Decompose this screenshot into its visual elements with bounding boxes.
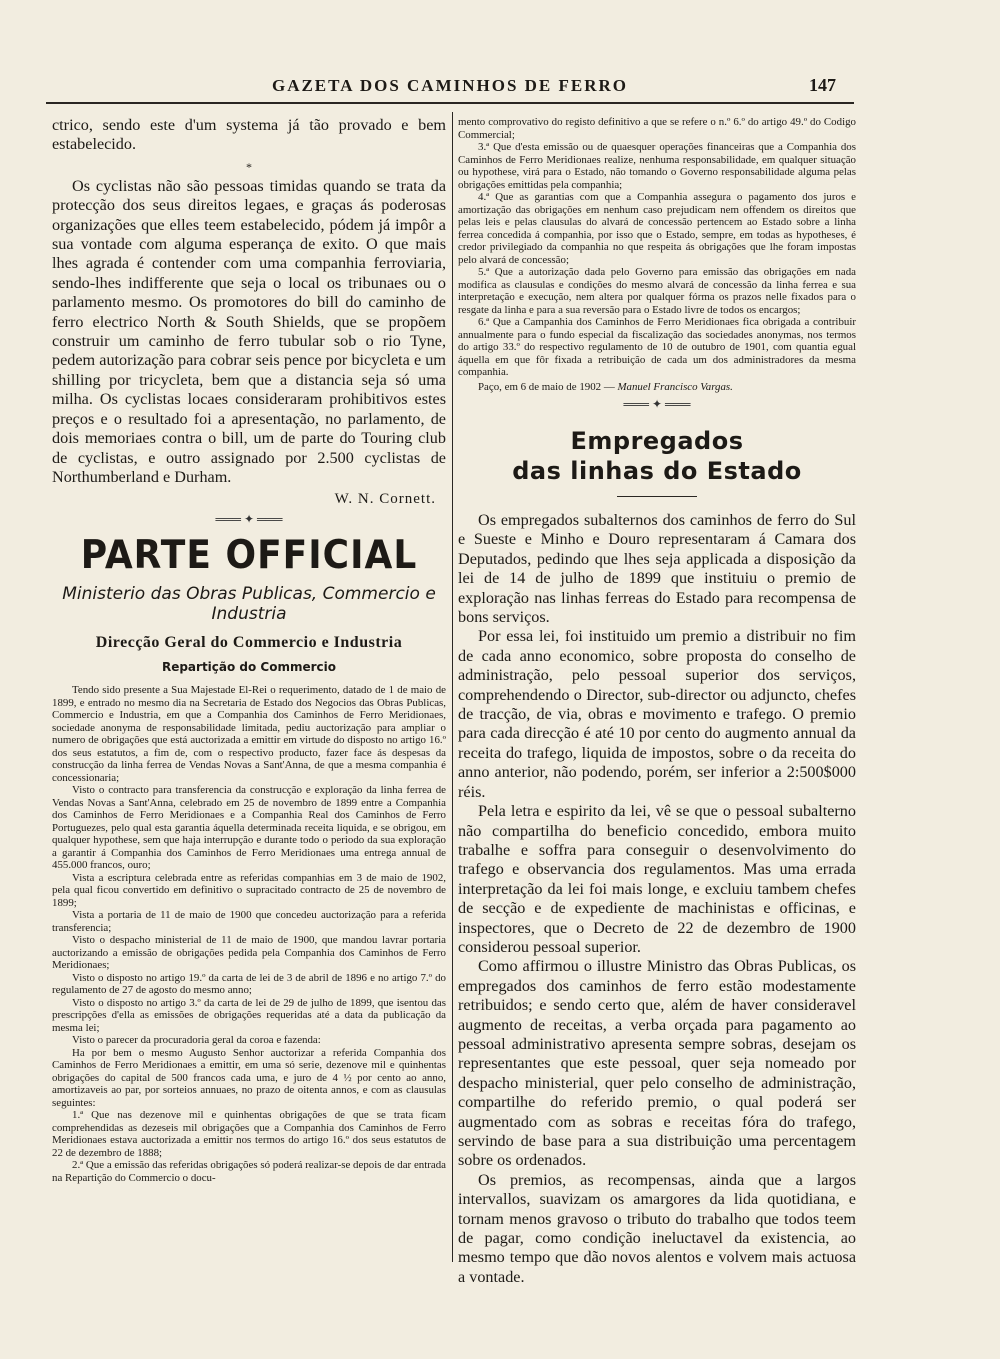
decree-paragraph: mento comprovativo do registo definitivo a que se refere o n.º 6.º do artigo 49.º do Codigo Commercial; [458,116,856,141]
page-number: 147 [809,75,836,95]
employees-paragraph: Pela letra e espirito da lei, vê se que o pessoal subalterno não compartilha do beneficio concedido, embora muito trabalhe e soffra para conseguir o desenvolvimento do trafego e observancia dos regulamentos. Mas uma errada interpretação da lei foi mais longe, e excluiu tambem chefes de secção e de expediente de machinistas e officinas, e inspectores, que o Decreto de 22 de dezembro de 1900 considerou pessoal superior. [458,802,856,956]
repartition-heading: Repartição do Commercio [161,660,337,675]
article-signature: W. N. Cornett. [334,491,436,508]
decree-paragraph: Vista a escriptura celebrada entre as referidas companhias em 3 de maio de 1902, pela qual ficou convertido em definitivo o supracitado contracto de 25 de novembro de 1899; [52,871,446,909]
section-star: * [246,159,252,174]
employees-article [458,511,856,1287]
left-column [52,116,446,1184]
page-header [46,72,854,104]
employees-title-line-2: das linhas do Estado [512,457,802,485]
article-continuation: ctrico, sendo este d'um systema já tão provado e bem estabelecido. [52,116,446,154]
decree-paragraph: Visto o parecer da procuradoria geral da coroa e fazenda: [72,1034,321,1047]
employees-paragraph: Como affirmou o illustre Ministro das Obras Publicas, os empregados dos caminhos de ferro estão modestamente retribuidos; e sendo certo que, além de haver consideravel augmento de receitas, a verba orçada para pagamento ao pessoal administrativo apresenta sempre sobras, desejam os representantes que este pessoal, quer seja nomeado por despacho ministerial, quer pelo conselho de administração, compartilhe do referido premio, o qual poderá ser augmentado com as sobras e receitas fóra do trafego, servindo de base para a sua distribuição uma percentagem sobre os ordenados. [458,957,856,1170]
decree-paragraph: Visto o despacho ministerial de 11 de maio de 1900, que mandou lavrar portaria auctorizando a emissão de obrigações pedida pela Companhia dos Caminhos de Ferro Meridionaes; [52,934,446,972]
decree-text-left [52,684,446,1184]
decree-paragraph: 2.ª Que a emissão das referidas obrigações só poderá realizar-se depois de dar entrada na Repartição do Commercio o docu- [52,1159,446,1184]
cyclists-paragraph: Os cyclistas não são pessoas timidas quando se trata da protecção dos seus direitos legaes, e graças ás poderosas organizações que elles teem estabelecido, pódem já impôr a sua vontade com alguma esperança de exito. O que mais lhes agrada é contender com uma companhia ferroviaria, sendo-lhes indifferente que seja o local os tribunaes ou o parlamento mesmo. Os promotores do bill do caminho de ferro electrico North & South Shields, que se propõem construir um caminho de ferro tubular sob o rio Tyne, pedem autorização para cobrar seis pence por bicycleta e um shilling por tricycleta, bem que a distancia seja só uma milha. Os cyclistas locaes consideraram prohibitivos estes preços e o resultado foi a apresentação, no parlamento, de dois memoriaes contra o bill, um de parte do Touring club de cyclistas, e outro assignado por 2.500 cyclistas de Northumberland e Durham. [52,176,446,486]
right-column [458,116,856,1287]
decree-text-right [458,116,856,393]
direction-heading: Direcção Geral do Commercio e Industria [95,634,403,652]
decree-paragraph: 5.ª Que a autorização dada pelo Governo para emissão das obrigações em nada modifica as clausulas e condições do mesmo alvará de concessão da linha ferrea e sua interpretação e execução, nem altera por qualquer fórma os prazos nelle fixados para o resgate da linha e para a sua reversão para o Estado livre de todos os encargos; [458,266,856,316]
dateline-signatory: Manuel Francisco Vargas. [617,380,733,393]
column-divider [452,112,453,1262]
decree-paragraph: Visto o disposto no artigo 3.º da carta de lei de 29 de julho de 1899, que isentou das prescripções d'ella as emissões de obrigações requeridas até a data da publicação da mesma lei; [52,996,446,1034]
decree-paragraph: 1.ª Que nas dezenove mil e quinhentas obrigações de que se trata ficam comprehendidas as dezeseis mil obrigações que a Companhia dos Caminhos de Ferro Meridionaes estava auctorizada a emittir nos termos do artigo 16.º dos seus estatutos de 22 de dezembro de 1888; [52,1109,446,1159]
decree-paragraph: Visto o disposto no artigo 19.º da carta de lei de 3 de abril de 1896 e no artigo 7.º do regulamento de 27 de agosto do mesmo anno; [52,971,446,997]
decree-paragraph: 6.ª Que a Campanhia dos Caminhos de Ferro Meridionaes fica obrigada a contribuir annualmente para o fundo especial da fiscalização das sociedades anonymas, nos termos do artigo 33.º do respectivo regulamento de 10 de outubro de 1901, com quantia egual áquella em que fôr fixada a retribuição de cada um dos administradores da mesma companhia. [458,316,856,378]
decree-paragraph: 4.ª Que as garantias com que a Companhia assegura o pagamento dos juros e amortização das obrigações em nenhum caso prejudicam nem offendem os direitos que pelas leis e pelas clausulas do alvará de concessão pertencem ao Estado sobre a linha ferrea concedida á companhia, por isso que o Estado, sempre, em todas as hypotheses, é credor privilegiado da companhia no que respeita ás obrigações que lhe foram impostas pelo alvará de concessão; [458,191,856,266]
employees-title-line-1: Empregados [570,427,744,455]
ministry-heading: Ministerio das Obras Publicas, Commercio e Industria [62,584,436,625]
decree-paragraph: 3.ª Que d'esta emissão ou de quaesquer operações financeiras que a Companhia dos Caminhos de Ferro Meridionaes realize, nenhuma responsabilidade, em qualquer situação ou hypothese, virá para o Estado, não tomando o Governo responsabilidade alguma pelas obrigações emittidas pela companhia; [458,141,856,191]
dateline-place-date: Paço, em 6 de maio de 1902 — [478,380,618,393]
ornament-divider: ═══ ✦ ═══ [623,397,691,411]
journal-title: GAZETA DOS CAMINHOS DE FERRO [271,76,629,95]
parte-official-title: PARTE OFFICIAL [80,533,418,579]
decree-paragraph: Vista a portaria de 11 de maio de 1900 que concedeu auctorização para a referida transferencia; [52,909,446,934]
employees-paragraph: Os premios, as recompensas, ainda que a largos intervallos, suavizam os amargores da lida quotidiana, e tornam menos gravoso o tributo do trabalho que todos teem de pagar, como condição ineluctavel da existencia, ao mesmo tempo que dão novos alentos e volvem mais actuosa a vontade. [458,1170,856,1286]
decree-dateline [458,381,856,394]
decree-paragraph: Tendo sido presente a Sua Majestade El-Rei o requerimento, datado de 1 de maio de 1899, e entrado no mesmo dia na Secretaria de Estado dos Negocios das Obras Publicas, Commercio e Industria, em que a Companhia dos Caminhos de Ferro Meridionaes, sociedade anonyma de responsabilidade limitada, pediu auctorização para ampliar o numero de obrigações que está auctorizada a emittir em virtude do disposto no artigo 16.º dos seus estatutos, a fim de, com o respectivo producto, fazer face ás despesas da construcção da linha ferrea de Vendas Novas a Sant'Anna, de que a mesma companhia é concessionaria; [52,684,446,784]
cyclists-article [52,116,446,508]
title-rule [617,496,697,497]
employees-paragraph: Por essa lei, foi instituido um premio a distribuir no fim de cada anno economico, sobre proposta do conselho de administração, pelo pessoal superior dos serviços, comprehendendo o Director, sub-director ou adjuncto, chefes de tracção, de via, obras e movimento e trafego. O premio para cada direcção é até 10 por cento do augmento annual da receita do trafego, liquida de impostos, sobre o da receita do anno anterior, não podendo, porém, ser inferior a 2:500$000 réis. [458,627,856,801]
decree-paragraph: Ha por bem o mesmo Augusto Senhor auctorizar a referida Companhia dos Caminhos de Ferro Meridionaes a emittir, em uma só serie, dezenove mil e quinhentas obrigações do capital de 500 francos cada uma, e juro de 4 ½ por cento ao anno, amortizaveis ao par, por sorteios annuaes, no prazo de oitenta annos, e com as clausulas seguintes: [52,1046,446,1109]
employees-article-title [458,426,856,486]
ornament-divider: ═══ ✦ ═══ [215,512,283,527]
decree-paragraph: Visto o contracto para transferencia da construcção e exploração da linha ferrea de Vendas Novas a Sant'Anna, celebrado em 25 de novembro de 1899 entre a Companhia dos Caminhos de Ferro Meridionaes e a Companhia Real dos Caminhos de Ferro Portuguezes, pelo qual esta garantia áquella determinada receita liquida, e se obrigou, em qualquer hypothese, sem que haja interrupção e durante todo o periodo da sua exploração a garantir á Companhia dos Caminhos de Ferro Meridionaes uma entrega annual de 455.000 francos, ouro; [52,784,446,872]
employees-paragraph: Os empregados subalternos dos caminhos de ferro do Sul e Sueste e Minho e Douro representaram á Camara dos Deputados, pedindo que lhes seja applicada a disposição da lei de 14 de julho de 1899 que instituiu o premio de exploração nas linhas ferreas do Estado para recompensa de bons serviços. [458,511,856,627]
